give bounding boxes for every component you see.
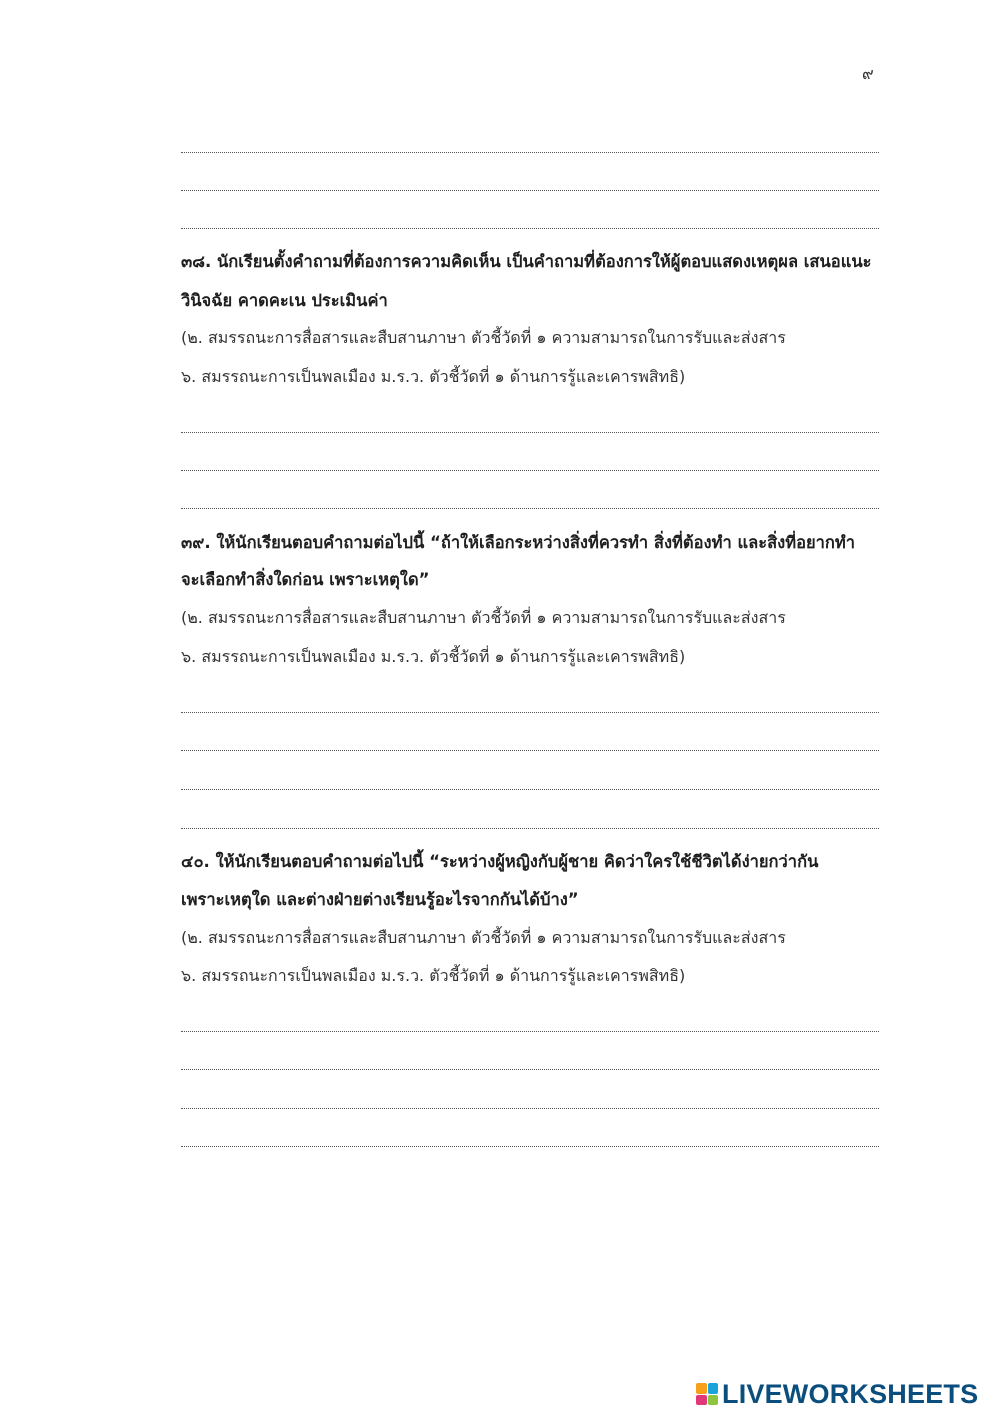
answer-line[interactable] <box>181 470 879 471</box>
answer-line[interactable] <box>181 828 879 829</box>
logo-square <box>708 1395 719 1406</box>
question-40-line-2: เพราะเหตุใด และต่างฝ่ายต่างเรียนรู้อะไรจากกันได้บ้าง” <box>181 890 579 909</box>
question-40-line-1: ๔๐. ให้นักเรียนตอบคำถามต่อไปนี้ “ระหว่างผู้หญิงกับผู้ชาย คิดว่าใครใช้ชีวิตได้ง่ายกว่ากัน <box>181 852 819 871</box>
question-38-indicator-1: (๒. สมรรถนะการสื่อสารและสืบสานภาษา ตัวชี้วัดที่ ๑ ความสามารถในการรับและส่งสาร <box>181 328 786 347</box>
answer-line[interactable] <box>181 1146 879 1147</box>
answer-line[interactable] <box>181 1108 879 1109</box>
question-39-indicator-2: ๖. สมรรถนะการเป็นพลเมือง ม.ร.ว. ตัวชี้วัดที่ ๑ ด้านการรู้และเคารพสิทธิ) <box>181 647 686 666</box>
liveworksheets-logo-text: LIVEWORKSHEETS <box>722 1378 979 1409</box>
answer-line[interactable] <box>181 1069 879 1070</box>
answer-line[interactable] <box>181 789 879 790</box>
question-39-line-1: ๓๙. ให้นักเรียนตอบคำถามต่อไปนี้ “ถ้าให้เลือกระหว่างสิ่งที่ควรทำ สิ่งที่ต้องทำ และสิ่งที่อยากทำ <box>181 533 856 552</box>
logo-square <box>708 1383 719 1394</box>
page-number: ๙ <box>862 64 874 83</box>
liveworksheets-logo <box>696 1379 978 1409</box>
answer-line[interactable] <box>181 152 879 153</box>
question-39-line-2: จะเลือกทำสิ่งใดก่อน เพราะเหตุใด” <box>181 570 430 589</box>
question-40-indicator-1: (๒. สมรรถนะการสื่อสารและสืบสานภาษา ตัวชี้วัดที่ ๑ ความสามารถในการรับและส่งสาร <box>181 928 786 947</box>
question-38-indicator-2: ๖. สมรรถนะการเป็นพลเมือง ม.ร.ว. ตัวชี้วัดที่ ๑ ด้านการรู้และเคารพสิทธิ) <box>181 367 686 386</box>
logo-square <box>696 1383 707 1394</box>
liveworksheets-logo-icon <box>696 1383 718 1405</box>
answer-line[interactable] <box>181 508 879 509</box>
question-39-indicator-1: (๒. สมรรถนะการสื่อสารและสืบสานภาษา ตัวชี้วัดที่ ๑ ความสามารถในการรับและส่งสาร <box>181 608 786 627</box>
question-40-indicator-2: ๖. สมรรถนะการเป็นพลเมือง ม.ร.ว. ตัวชี้วัดที่ ๑ ด้านการรู้และเคารพสิทธิ) <box>181 966 686 985</box>
answer-line[interactable] <box>181 190 879 191</box>
answer-line[interactable] <box>181 432 879 433</box>
question-38-line-1: ๓๘. นักเรียนตั้งคำถามที่ต้องการความคิดเห็น เป็นคำถามที่ต้องการให้ผู้ตอบแสดงเหตุผล เสนอแนะ <box>181 252 872 271</box>
logo-square <box>696 1395 707 1406</box>
question-38-line-2: วินิจฉัย คาดคะเน ประเมินค่า <box>181 291 388 310</box>
answer-line[interactable] <box>181 712 879 713</box>
answer-line[interactable] <box>181 228 879 229</box>
answer-line[interactable] <box>181 750 879 751</box>
answer-line[interactable] <box>181 1031 879 1032</box>
